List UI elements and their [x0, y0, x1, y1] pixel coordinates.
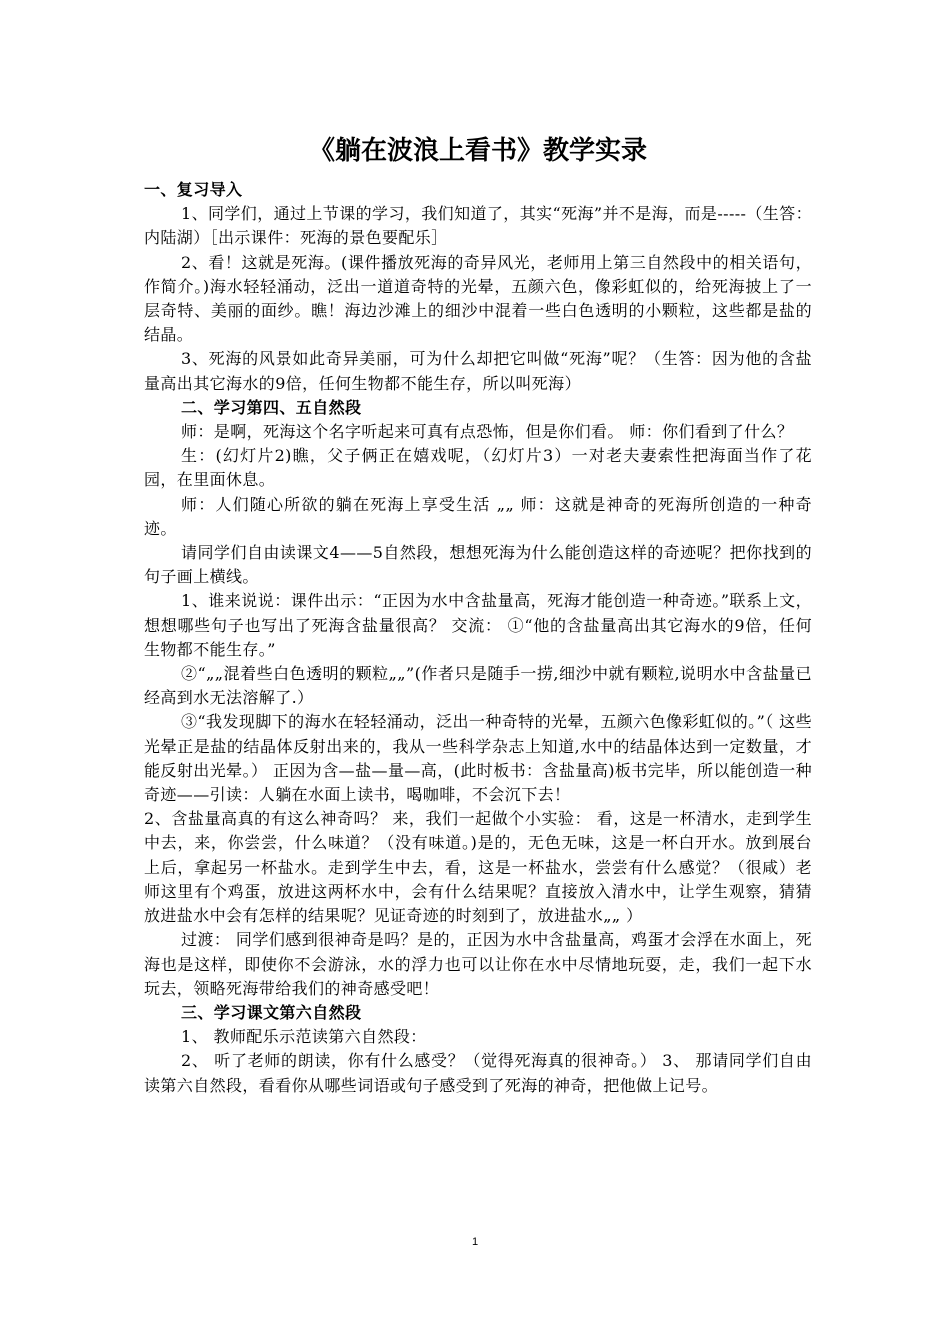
paragraph: 2、含盐量高真的有这么神奇吗？ 来，我们一起做个小实验： 看，这是一杯清水，走到学生中去，来，你尝尝，什么味道？（没有味道。)是的，无色无味，这是一杯白开水。放到展台上后，拿起另一杯盐水。走到学生中去，看，这是一杯盐水，尝尝有什么感觉？（很咸）老师这里有个鸡蛋，放进这两杯水中，会有什么结果呢？直接放入清水中，让学生观察，猜猜放进盐水中会有怎样的结果呢？见证奇迹的时刻到了，放进盐水„„ ）: [144, 809, 812, 926]
section-heading: 一、复习导入: [144, 180, 243, 199]
section-heading: 三、学习课文第六自然段: [181, 1002, 362, 1022]
paragraph: 1、同学们，通过上节课的学习，我们知道了，其实“死海”并不是海，而是-----（生答：内陆湖）［出示课件：死海的景色要配乐］: [144, 204, 812, 248]
paragraph: 过渡： 同学们感到很神奇是吗？是的，正因为水中含盐量高，鸡蛋才会浮在水面上，死海也是这样，即使你不会游泳，水的浮力也可以让你在水中尽情地玩耍，走，我们一起下水玩去，领略死海带给我们的神奇感受吧！: [144, 930, 812, 998]
paragraph: 3、死海的风景如此奇异美丽，可为什么却把它叫做“死海”呢？（生答：因为他的含盐量高出其它海水的9倍，任何生物都不能生存，所以叫死海）: [144, 349, 812, 393]
paragraph: 师：是啊，死海这个名字听起来可真有点恐怖，但是你们看。 师：你们看到了什么？: [181, 422, 794, 442]
paragraph: 1、谁来说说：课件出示：“正因为水中含盐量高，死海才能创造一种奇迹。”联系上文，想想哪些句子也写出了死海含盐量很高？ 交流： ①“他的含盐量高出其它海水的9倍，任何生物都不能生存。”: [144, 591, 812, 659]
document-page: [144, 134, 812, 1098]
paragraph: 生：(幻灯片2)瞧，父子俩正在嬉戏呢，（幻灯片3）一对老夫妻索性把海面当作了花园，在里面休息。: [144, 446, 812, 490]
paragraph: 请同学们自由读课文4——5自然段，想想死海为什么能创造这样的奇迹呢？把你找到的句子画上横线。: [144, 543, 812, 587]
section-heading: 二、学习第四、五自然段: [181, 397, 362, 417]
document-body: [144, 178, 812, 1098]
paragraph: ②“„„混着些白色透明的颗粒„„”(作者只是随手一捞,细沙中就有颗粒,说明水中含盐量已经高到水无法溶解了.）: [144, 664, 812, 708]
paragraph: 1、 教师配乐示范读第六自然段：: [181, 1027, 427, 1047]
document-title: 《躺在波浪上看书》教学实录: [308, 136, 647, 166]
paragraph: 师：人们随心所欲的躺在死海上享受生活 „„ 师：这就是神奇的死海所创造的一种奇迹。: [144, 494, 812, 538]
paragraph: 2、 听了老师的朗读，你有什么感受？（觉得死海真的很神奇。） 3、 那请同学们自由读第六自然段，看看你从哪些词语或句子感受到了死海的神奇，把他做上记号。: [144, 1051, 812, 1095]
page-number: 1: [471, 1236, 479, 1248]
paragraph: ③“我发现脚下的海水在轻轻涌动，泛出一种奇特的光晕，五颜六色像彩虹似的。”（ 这些光晕正是盐的结晶体反射出来的，我从一些科学杂志上知道,水中的结晶体达到一定数量，才能反射出光晕。） 正因为含—盐—量—高，(此时板书：含盐量高)板书完毕，所以能创造一种奇迹——引读：人躺在水面上读书，喝咖啡，不会沉下去！: [144, 712, 812, 805]
paragraph: 2、看！这就是死海。(课件播放死海的奇异风光，老师用上第三自然段中的相关语句，作简介。)海水轻轻涌动，泛出一道道奇特的光晕，五颜六色，像彩虹似的，给死海披上了一层奇特、美丽的面纱。瞧！海边沙滩上的细沙中混着一些白色透明的小颗粒，这些都是盐的结晶。: [144, 252, 812, 345]
